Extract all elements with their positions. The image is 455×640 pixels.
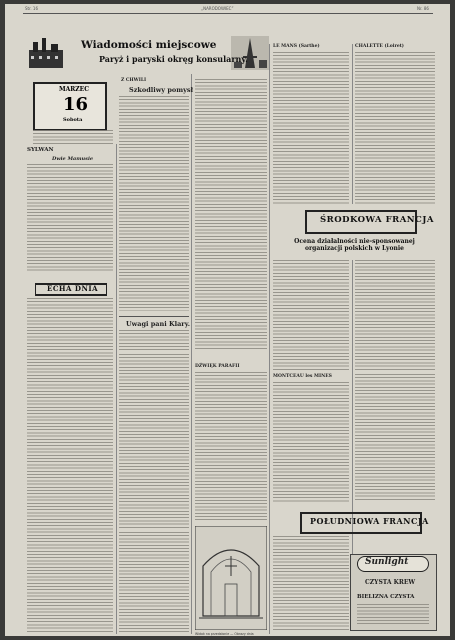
ad-brand: Sunlight bbox=[365, 557, 409, 567]
article-lyon-left bbox=[273, 260, 349, 370]
article-montceau-right bbox=[355, 374, 435, 502]
article-le-mans bbox=[273, 52, 349, 204]
ad-line-2: BIELIZNA CZYSTA bbox=[357, 594, 415, 600]
calendar-box bbox=[33, 82, 107, 131]
running-head-left: Str. 16 bbox=[25, 6, 39, 11]
calendar-notes bbox=[33, 130, 113, 144]
banner-title: Wiadomości miejscowe bbox=[81, 39, 217, 51]
lyon-subheading: Ocena działalności nie-sponsowanej organizacji polskich w Lyonie bbox=[294, 238, 415, 252]
article-paryz bbox=[119, 532, 189, 632]
szkodliwy-pomysl-heading: Szkodliwy pomysł bbox=[129, 86, 194, 94]
ad-body-text bbox=[357, 604, 429, 626]
article-poludniowa bbox=[273, 536, 349, 632]
banner-subtitle: Paryż i paryski okręg konsularny. bbox=[99, 54, 248, 64]
article-column-three bbox=[195, 79, 267, 349]
ad-line-1: CZYSTA KREW bbox=[365, 579, 416, 586]
dzwiek-parafii-heading: DŹWIĘK PARAFII bbox=[195, 364, 240, 369]
church-illustration bbox=[195, 526, 267, 630]
running-head-right: Nr. 86 bbox=[417, 6, 429, 11]
dwie-mamusie-heading: Dwie Mamusie bbox=[52, 156, 94, 162]
article-lyon-right bbox=[355, 260, 435, 370]
illustration-caption: Widok na przedsłonie — Obrazy dnia bbox=[195, 632, 254, 636]
article-montceau bbox=[273, 382, 349, 502]
poludniowa-francja-heading: POŁUDNIOWA FRANCJA bbox=[310, 516, 429, 526]
column-rule bbox=[352, 44, 353, 204]
sylwan-heading: SYLWAN bbox=[27, 147, 54, 153]
uwagi-pani-klary-heading: Uwagi pani Klary. bbox=[126, 320, 191, 328]
z-chwili-heading: Z CHWILI bbox=[121, 78, 147, 83]
article-dwie-mamusie bbox=[27, 164, 113, 272]
le-mans-heading: LE MANS (Sarthe) bbox=[273, 44, 320, 49]
calendar-weekday: Sobota bbox=[63, 117, 83, 123]
article-dzwiek-parafii bbox=[195, 372, 267, 522]
montceau-heading: MONTCEAU les MINES bbox=[273, 374, 332, 379]
chalette-heading: CHALETTE (Loiret) bbox=[355, 44, 404, 49]
column-rule bbox=[269, 44, 270, 634]
echa-dnia-heading: ECHA DNIA bbox=[47, 284, 99, 293]
city-skyline-icon bbox=[27, 36, 65, 70]
newspaper-page bbox=[5, 4, 450, 636]
article-column-two bbox=[119, 354, 189, 529]
article-szkodliwy-pomysl bbox=[119, 96, 189, 311]
eiffel-tower-icon bbox=[231, 36, 269, 70]
column-rule bbox=[191, 74, 192, 634]
divider bbox=[119, 316, 189, 317]
running-head-center: „NARODOWIEC” bbox=[201, 6, 234, 11]
calendar-day: 16 bbox=[63, 94, 89, 115]
calendar-month: MARZEC bbox=[59, 86, 90, 93]
article-uwagi bbox=[119, 330, 189, 350]
article-chalette bbox=[355, 52, 435, 204]
srodkowa-francja-heading: ŚRODKOWA FRANCJA bbox=[320, 215, 434, 225]
column-rule bbox=[116, 144, 117, 634]
top-rule bbox=[23, 13, 433, 14]
article-echa-dnia bbox=[27, 298, 113, 632]
